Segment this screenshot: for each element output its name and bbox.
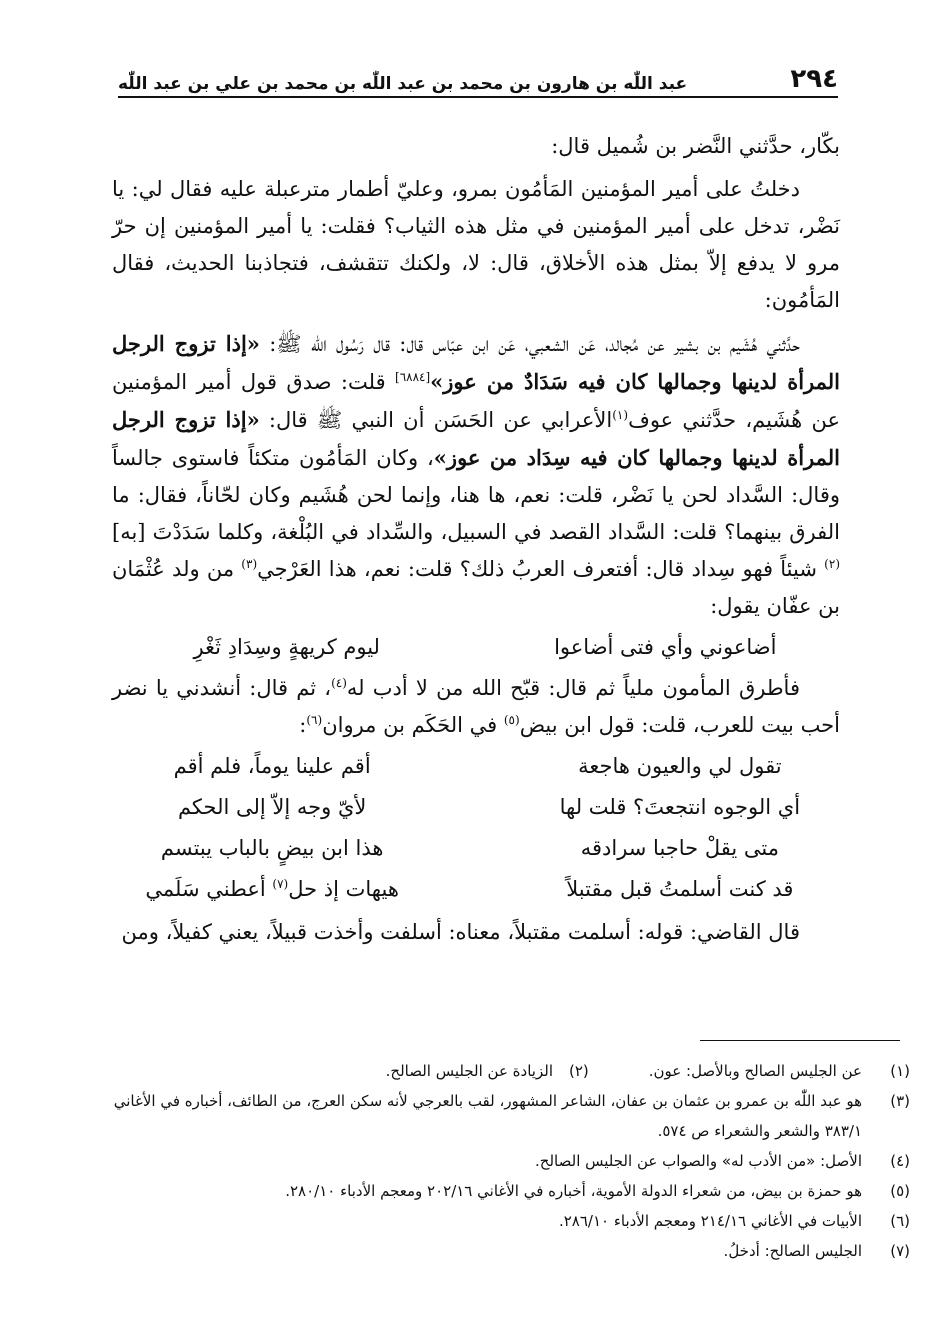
- verse-first-hemistich: قد كنت أسلمتُ قبل مقتبلاً: [566, 877, 794, 901]
- footnote-text: هو عبد اللّٰه بن عمرو بن عثمان بن عفان، الشاعر المشهور، لقب بالعرجي لأنه سكن العرج، من الطائف، أخباره في الأغاني ٣٨٣/١ والشعر والشعراء ص ٥٧٤.: [113, 1092, 862, 1140]
- footnotes: [112, 1056, 910, 1266]
- footnote-ref: (٧): [272, 877, 289, 891]
- text-run: فأطرق المأمون ملياً ثم قال: قبّح الله من لا أدب له: [346, 676, 800, 700]
- footnote-text: الأصل: «من الأدب له» والصواب عن الجليس الصالح.: [535, 1152, 862, 1170]
- footnote-number: (٧): [890, 1242, 910, 1260]
- footnote-text: الجليس الصالح: أدخلُ.: [723, 1242, 862, 1260]
- text-run: ، ثم قال: أنشدني يا نضر أحب بيت للعرب، قلت: قول ابن بيض: [112, 676, 840, 737]
- paragraph-intro: بكّار، حدَّثني النَّضر بن شُميل قال:: [551, 134, 840, 158]
- footnote-item: [112, 1086, 910, 1146]
- verse-line: [112, 748, 840, 785]
- text-run: في الحَكَم بن مروان: [322, 713, 504, 737]
- verse-second-hemistich: [112, 871, 432, 908]
- footnote-rule: [700, 1040, 900, 1041]
- footnote-item: [112, 1236, 910, 1266]
- running-header: [118, 58, 838, 98]
- paragraph-hadith: [112, 325, 840, 625]
- footnote-ref: (٤): [331, 676, 347, 690]
- verse-second-hemistich: ليوم كريهةٍ وسِدَادِ ثَغْرِ: [193, 635, 380, 659]
- verse-line: [112, 629, 840, 666]
- footnote-number: (٤): [890, 1152, 910, 1170]
- footnote-ref: (٦): [306, 713, 323, 727]
- main-text: [112, 128, 840, 951]
- hadith-chain: حدَّثني هُشَيم بن بشير عن مُجالد، عَن الشعبي، عَن ابن عبّاس قال: قال رَسُول الله ﷺ:: [259, 332, 800, 356]
- footnote-item: [112, 1146, 910, 1176]
- hadith-quote: «إذا تزوج الرجل المرأة لدينها وجمالها كان فيه سِدَاد من عوز»: [112, 407, 840, 470]
- text-run: من ولد عُثْمَان بن عفّان يقول:: [112, 557, 840, 618]
- footnote-number: (٣): [890, 1092, 910, 1110]
- footnote-ref: (٣): [241, 557, 258, 571]
- footnote-ref: (٥): [503, 713, 520, 727]
- footnote-text: هو حمزة بن بيض، من شعراء الدولة الأموية، أخباره في الأغاني ٢٠٢/١٦ ومعجم الأدباء ٢٨٠/١٠.: [285, 1182, 862, 1200]
- text-run: شيئاً فهو سِداد قال: أفتعرف العربُ ذلك؟ قلت: نعم، هذا العَرْجي: [257, 557, 825, 581]
- hadith-number: [٦٨٨٤]: [395, 370, 431, 384]
- verse-first-hemistich: تقول لي والعيون هاجعة: [578, 754, 782, 778]
- verse-first-hemistich: أي الوجوه انتجعتَ؟ قلت لها: [559, 795, 801, 819]
- hadith-quote: «إذا تزوج الرجل المرأة لدينها وجمالها كان فيه سَدَادٌ من عوز»: [112, 331, 840, 394]
- footnote-item: [112, 1176, 910, 1206]
- text-run: هيهات إذ حل: [288, 877, 399, 901]
- footnote-number: (٦): [890, 1212, 910, 1230]
- text-run: قلت: صدق قول أمير المؤمنين عن هُشَيم، حدَّثني عوف: [112, 370, 840, 432]
- verse-first-hemistich: أضاعوني وأي فتى أضاعوا: [554, 635, 777, 659]
- footnote-number: (٢): [568, 1062, 589, 1080]
- footnote-text: الأبيات في الأغاني ٢١٤/١٦ ومعجم الأدباء ٢٨٦/١٠.: [558, 1212, 862, 1230]
- running-title: عبد اللّٰه بن هارون بن محمد بن عبد اللّٰه بن محمد بن علي بن عبد اللّٰه: [118, 74, 688, 94]
- paragraph-entry: دخلتُ على أمير المؤمنين المَأمُون بمرو، وعليّ أطمار مترعبلة عليه فقال لي: يا نَضْر، تدخل على أمير المؤمنين في مثل هذه الثياب؟ فقلت: يا أمير المؤمنين إن حرّ مرو لا يدفع إلاّ بمثل هذه الأخلاق، قال: لا، ولكنك تتقشف، فتجاذبنا الحديث، فقال المَأمُون:: [112, 177, 840, 312]
- verse-line: [112, 871, 840, 908]
- text-run: ، وكان المَأمُون متكئاً فاستوى جالساً وقال: السَّداد لحن يا نَضْر، قلت: نعم، ها هنا، وإنما لحن هُشَيم وكان لحّاناً، فقال: ما الفرق بينهما؟ قلت: السَّداد القصد في السبيل، والسِّداد في البُلْغة، وكلما سَدَدْتَ [به]: [112, 446, 840, 544]
- text-run: الأعرابي عن الحَسَن أن النبي ﷺ قال:: [259, 408, 613, 432]
- verse-second-hemistich: لأيّ وجه إلاّ إلى الحكم: [177, 795, 367, 819]
- page-number: ٢٩٤: [790, 64, 838, 94]
- footnote-item: [112, 1056, 910, 1086]
- verse-line: [112, 830, 840, 867]
- footnote-number: (١): [890, 1062, 910, 1080]
- verse-second-hemistich: هذا ابن بيضٍ بالباب يبتسم: [160, 836, 384, 860]
- text-run: :: [299, 713, 307, 737]
- paragraph-qadi: قال القاضي: قوله: أسلمت مقتبلاً، معناه: أسلفت وأخذت قبيلاً، يعني كفيلاً، ومن: [121, 920, 800, 944]
- footnote-ref: (٢): [824, 557, 840, 571]
- text-run: أعطني سَلَمي: [145, 877, 273, 901]
- verse-second-hemistich: أقم علينا يوماً، فلم أقم: [173, 754, 371, 778]
- footnote-text: الزيادة عن الجليس الصالح.: [385, 1062, 553, 1080]
- footnote-ref: (١): [612, 408, 629, 422]
- paragraph-mamun: [112, 670, 840, 744]
- footnote-text: عن الجليس الصالح وبالأصل: عون.: [648, 1062, 862, 1080]
- verse-first-hemistich: متى يقلْ حاجبا سرادقه: [580, 836, 779, 860]
- footnote-item: [112, 1206, 910, 1236]
- verse-line: [112, 789, 840, 826]
- footnote-number: (٥): [890, 1182, 910, 1200]
